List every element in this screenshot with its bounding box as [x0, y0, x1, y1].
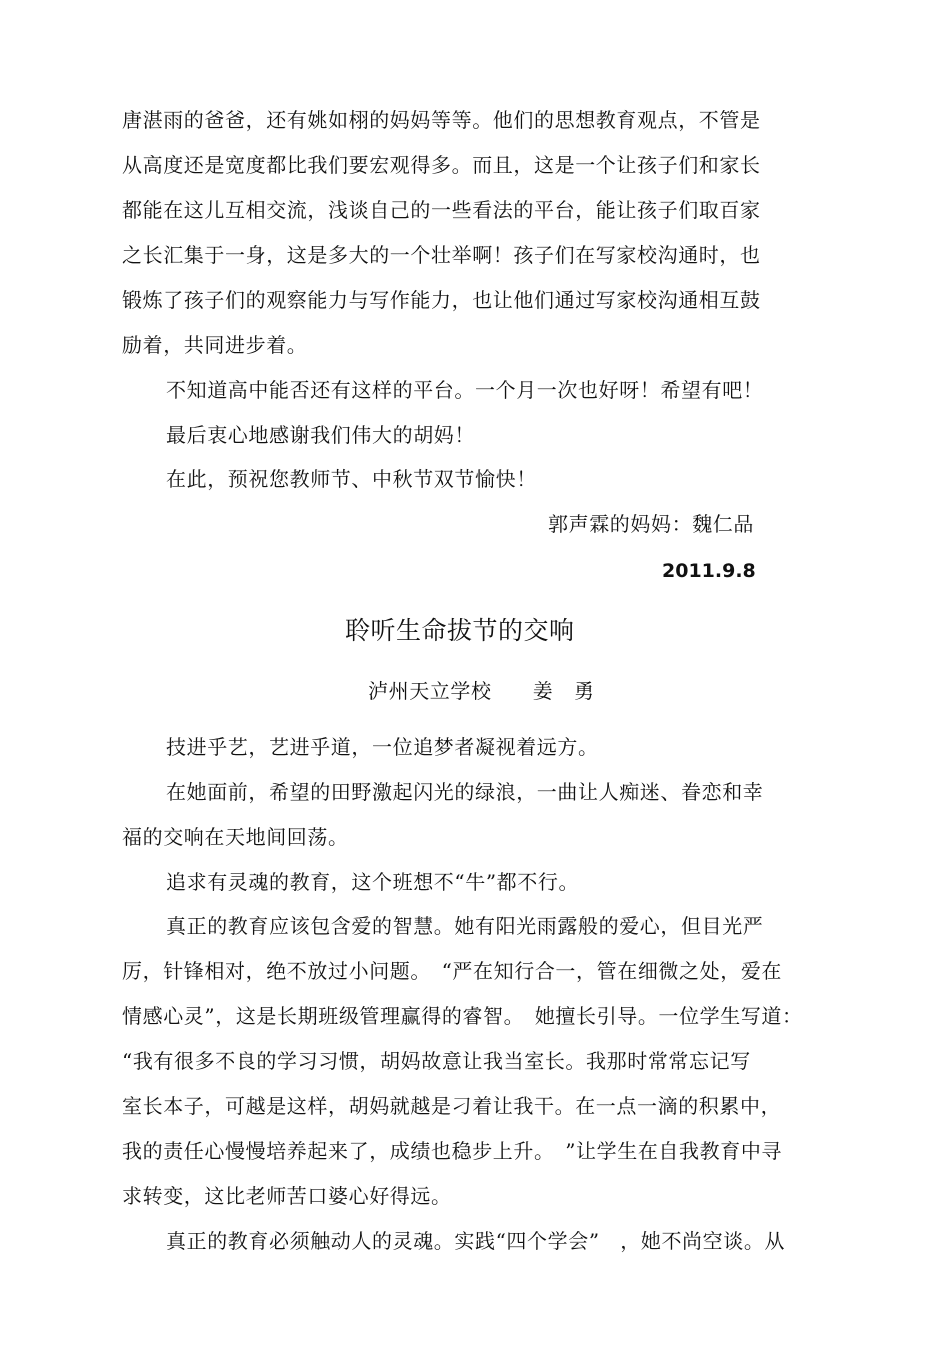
letter-line-2: 从高度还是宽度都比我们要宏观得多。而且，这是一个让孩子们和家长	[122, 153, 761, 177]
article-line-6: 厉，针锋相对，绝不放过小问题。 “严在知行合一，管在细微之处，爱在	[122, 959, 783, 983]
article-line-5: 真正的教育应该包含爱的智慧。她有阳光雨露般的爱心，但目光严	[166, 914, 764, 938]
article-line-1: 技进乎艺，艺进乎道，一位追梦者凝视着远方。	[166, 735, 599, 759]
article-line-3: 福的交响在天地间回荡。	[122, 825, 349, 849]
article-line-4: 追求有灵魂的教育，这个班想不“牛”都不行。	[166, 870, 580, 894]
article-byline: 泸州天立学校 姜 勇	[368, 679, 595, 703]
article-line-11: 求转变，这比老师苦口婆心好得远。	[122, 1184, 452, 1208]
letter-line-6: 励着，共同进步着。	[122, 333, 308, 357]
article-title: 聆听生命拔节的交响	[345, 616, 575, 645]
article-line-2: 在她面前，希望的田野激起闪光的绿浪，一曲让人痴迷、眷恋和幸	[166, 780, 764, 804]
letter-line-5: 锻炼了孩子们的观察能力与写作能力，也让他们通过写家校沟通相互鼓	[122, 288, 761, 312]
letter-line-8: 最后衷心地感谢我们伟大的胡妈！	[166, 423, 475, 447]
article-line-10: 我的责任心慢慢培养起来了，成绩也稳步上升。 ”让学生在自我教育中寻	[122, 1139, 783, 1163]
letter-line-1: 唐湛雨的爸爸，还有姚如栩的妈妈等等。他们的思想教育观点，不管是	[122, 108, 761, 132]
letter-line-9: 在此，预祝您教师节、中秋节双节愉快！	[166, 467, 537, 491]
letter-signature: 郭声霖的妈妈：魏仁品	[548, 512, 754, 536]
letter-line-7: 不知道高中能否还有这样的平台。一个月一次也好呀！希望有吧！	[166, 378, 764, 402]
article-line-9: 室长本子，可越是这样，胡妈就越是刁着让我干。在一点一滴的积累中，	[122, 1094, 782, 1118]
article-line-7: 情感心灵”，这是长期班级管理赢得的睿智。 她擅长引导。一位学生写道：	[122, 1004, 803, 1028]
article-line-8: “我有很多不良的学习习惯，胡妈故意让我当室长。我那时常常忘记写	[122, 1049, 751, 1073]
letter-line-3: 都能在这儿互相交流，浅谈自己的一些看法的平台，能让孩子们取百家	[122, 198, 761, 222]
article-line-12: 真正的教育必须触动人的灵魂。实践“四个学会” ，她不尚空谈。从	[166, 1229, 786, 1253]
letter-line-4: 之长汇集于一身，这是多大的一个壮举啊！孩子们在写家校沟通时，也	[122, 243, 761, 267]
letter-date: 2011.9.8	[662, 560, 756, 582]
